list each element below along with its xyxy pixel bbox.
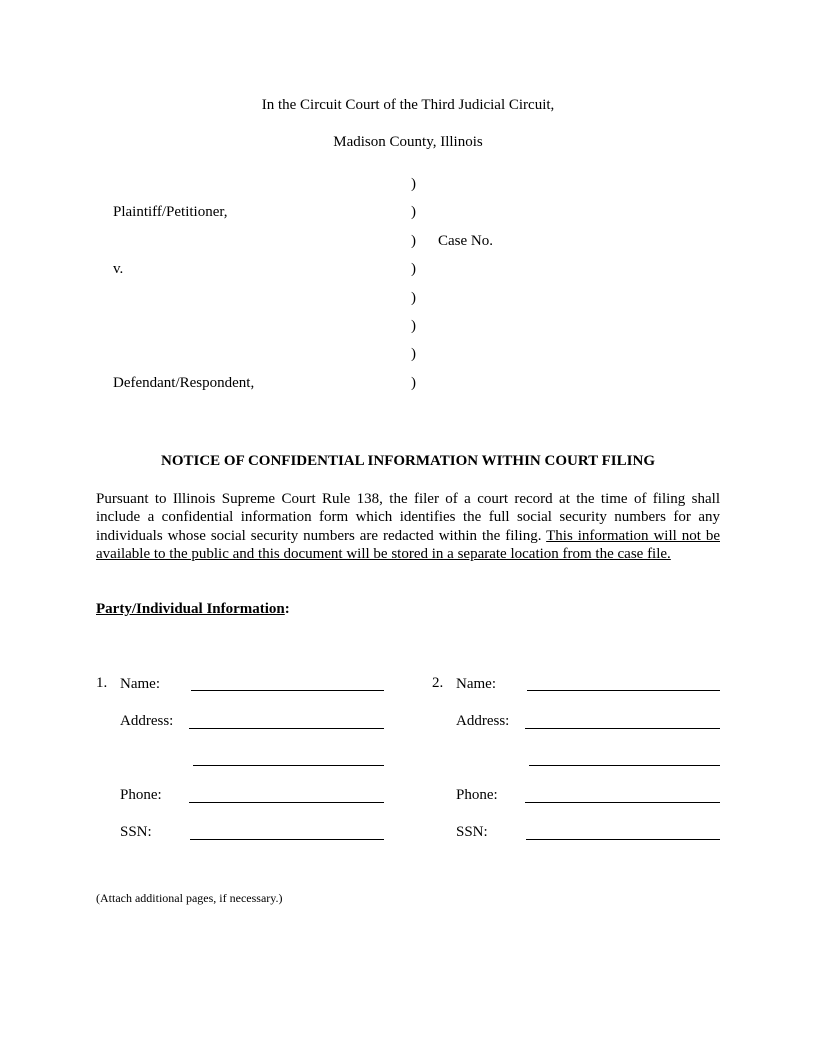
party-2-ssn-label: SSN: bbox=[456, 824, 488, 840]
party-info-heading-text: Party/Individual Information bbox=[96, 601, 285, 617]
versus-label: v. bbox=[113, 261, 124, 277]
caption-paren: ) bbox=[411, 261, 416, 277]
notice-title: NOTICE OF CONFIDENTIAL INFORMATION WITHIN COURT FILING bbox=[161, 453, 655, 469]
party-2-name-label: Name: bbox=[456, 676, 496, 692]
notice-body-underlined: This information will not be available to the public and this document will be stored in a separate location from the case file. bbox=[96, 527, 720, 563]
party-2-phone-field[interactable] bbox=[525, 802, 720, 803]
court-name-line: In the Circuit Court of the Third Judicial Circuit, bbox=[261, 97, 555, 113]
caption-paren: ) bbox=[411, 204, 416, 220]
party-2-name-field[interactable] bbox=[527, 690, 720, 691]
party-2-ssn-field[interactable] bbox=[526, 839, 720, 840]
party-2-address-field[interactable] bbox=[525, 728, 720, 729]
party-1-address-label: Address: bbox=[120, 713, 174, 729]
caption-paren: ) bbox=[411, 233, 416, 249]
notice-body-text: Pursuant to Illinois Supreme Court Rule 138, the filer of a court record at the time of filing shall include a confidential information form which identifies the full social security numbers for any individuals whose social security numbers are redacted within the filing. bbox=[96, 491, 720, 544]
plaintiff-label: Plaintiff/Petitioner, bbox=[113, 204, 228, 220]
party-info-heading-colon: : bbox=[284, 601, 290, 617]
party-2-address-label: Address: bbox=[456, 713, 510, 729]
party-1-ssn-field[interactable] bbox=[190, 839, 384, 840]
party-2-address-line2-field[interactable] bbox=[529, 765, 720, 766]
attach-pages-note: (Attach additional pages, if necessary.) bbox=[96, 891, 283, 905]
party-1-phone-field[interactable] bbox=[189, 802, 384, 803]
caption-paren: ) bbox=[411, 346, 416, 362]
party-2-number: 2. bbox=[432, 675, 444, 691]
party-1-phone-label: Phone: bbox=[120, 787, 162, 803]
party-1-address-field[interactable] bbox=[189, 728, 384, 729]
party-2-phone-label: Phone: bbox=[456, 787, 498, 803]
party-1-ssn-label: SSN: bbox=[120, 824, 152, 840]
caption-paren: ) bbox=[411, 375, 416, 391]
court-county-line: Madison County, Illinois bbox=[333, 134, 483, 150]
caption-paren: ) bbox=[411, 176, 416, 192]
case-number-label: Case No. bbox=[438, 233, 493, 249]
defendant-label: Defendant/Respondent, bbox=[113, 375, 255, 391]
caption-paren: ) bbox=[411, 290, 416, 306]
party-info-heading bbox=[96, 601, 290, 618]
party-1-address-line2-field[interactable] bbox=[193, 765, 384, 766]
caption-paren: ) bbox=[411, 318, 416, 334]
party-1-number: 1. bbox=[96, 675, 108, 691]
notice-paragraph bbox=[96, 490, 720, 564]
party-1-name-field[interactable] bbox=[191, 690, 384, 691]
party-1-name-label: Name: bbox=[120, 676, 160, 692]
